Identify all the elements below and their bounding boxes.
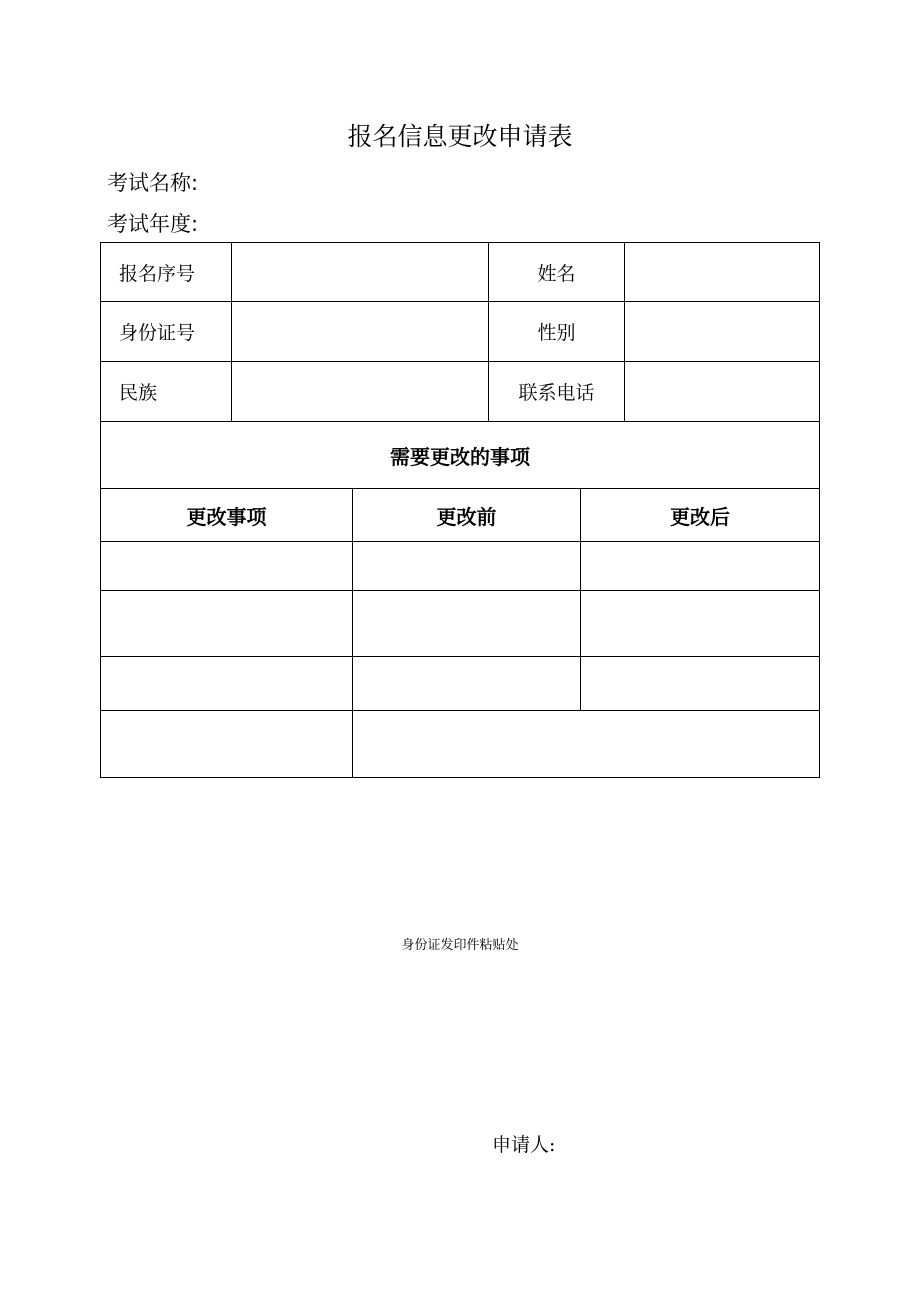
change-table-header-row — [101, 489, 820, 542]
change-item-cell[interactable] — [101, 591, 353, 657]
exam-year-label: 考试年度: — [107, 212, 199, 236]
table-row — [101, 657, 820, 711]
id-copy-paste-label: 身份证发印件粘贴处 — [401, 938, 519, 953]
registration-number-label: 报名序号 — [101, 243, 232, 302]
id-number-label: 身份证号 — [101, 302, 232, 362]
name-label: 姓名 — [489, 243, 625, 302]
section-heading-row — [101, 422, 820, 489]
gender-label: 性别 — [489, 302, 625, 362]
after-value-cell[interactable] — [581, 591, 820, 657]
applicant-info-table — [100, 242, 820, 489]
column-header-after: 更改后 — [581, 489, 820, 542]
table-row — [101, 542, 820, 591]
gender-field[interactable] — [625, 302, 820, 362]
column-header-before: 更改前 — [353, 489, 581, 542]
phone-field[interactable] — [625, 362, 820, 422]
registration-number-field[interactable] — [232, 243, 489, 302]
before-value-cell[interactable] — [353, 591, 581, 657]
phone-label: 联系电话 — [489, 362, 625, 422]
after-value-cell[interactable] — [581, 542, 820, 591]
change-item-cell[interactable] — [101, 657, 353, 711]
info-row-id — [101, 302, 820, 362]
info-row-ethnicity — [101, 362, 820, 422]
table-row — [101, 711, 820, 778]
applicant-signature-label: 申请人: — [492, 1134, 556, 1156]
after-value-cell[interactable] — [581, 657, 820, 711]
before-value-cell[interactable] — [353, 542, 581, 591]
info-row-registration — [101, 243, 820, 302]
id-number-field[interactable] — [232, 302, 489, 362]
change-item-cell[interactable] — [101, 542, 353, 591]
change-items-table — [100, 488, 820, 778]
exam-name-label: 考试名称: — [107, 171, 199, 195]
before-value-cell[interactable] — [353, 657, 581, 711]
section-heading: 需要更改的事项 — [101, 422, 820, 489]
name-field[interactable] — [625, 243, 820, 302]
ethnicity-label: 民族 — [101, 362, 232, 422]
table-row — [101, 591, 820, 657]
column-header-item: 更改事项 — [101, 489, 353, 542]
form-title: 报名信息更改申请表 — [347, 122, 573, 151]
change-item-cell[interactable] — [101, 711, 353, 778]
merged-value-cell[interactable] — [353, 711, 820, 778]
ethnicity-field[interactable] — [232, 362, 489, 422]
